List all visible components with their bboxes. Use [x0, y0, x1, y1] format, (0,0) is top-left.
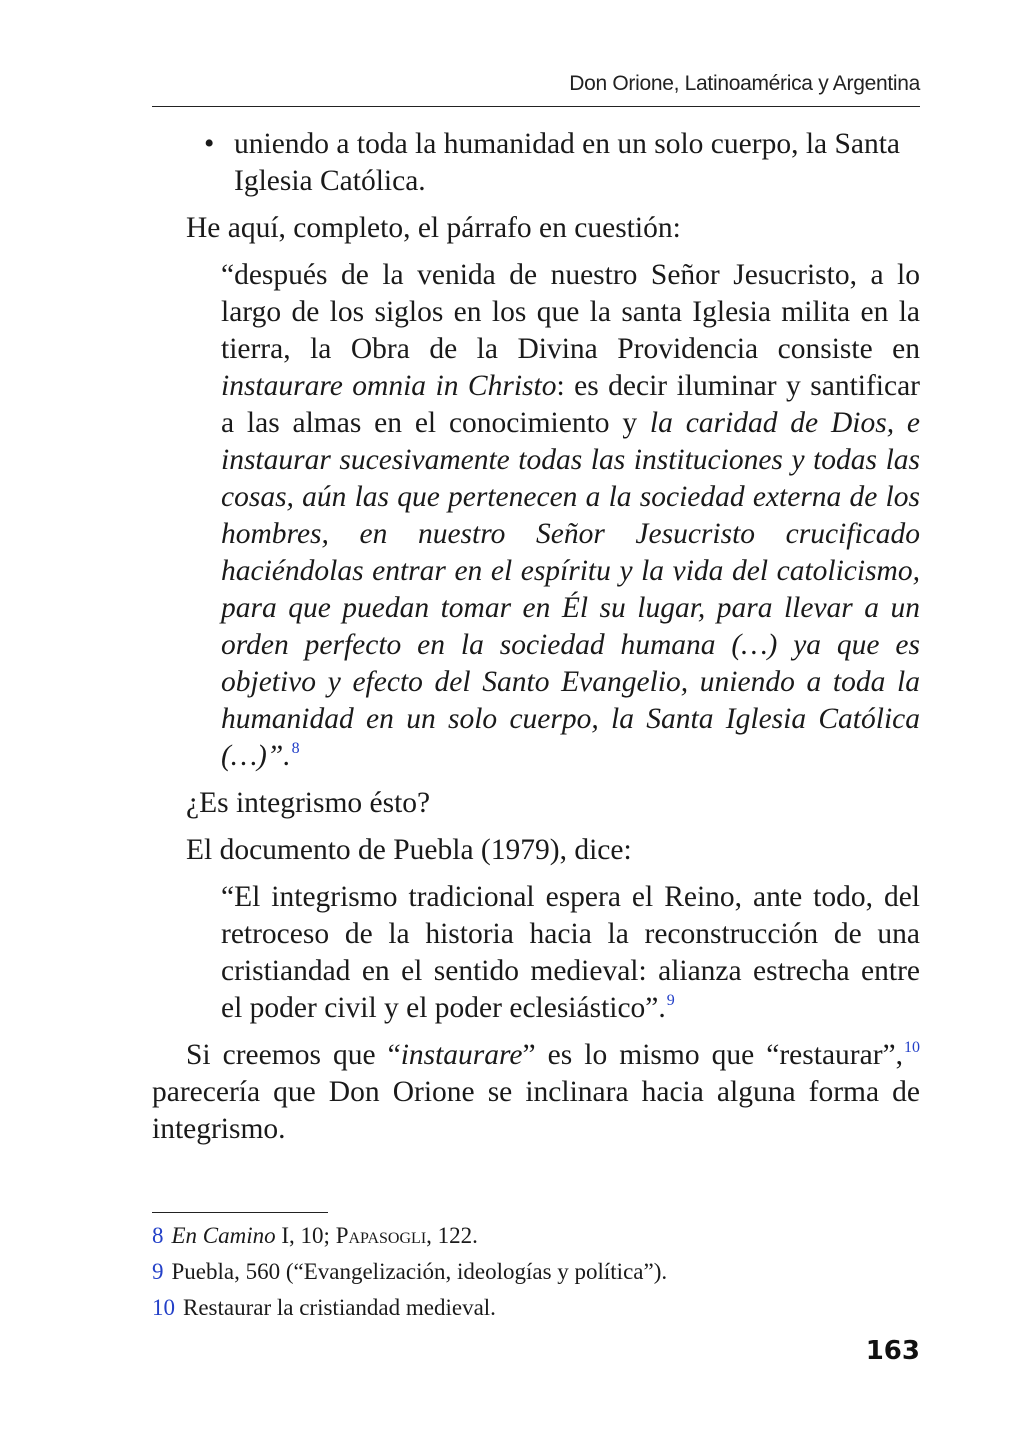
footnote-italic: En Camino	[171, 1223, 276, 1248]
footnote-ref-10[interactable]: 10	[904, 1039, 920, 1056]
footnote-number[interactable]: 8	[152, 1223, 164, 1248]
quote1-part2: : es decir iluminar y santificar a las almas en el conocimiento y	[221, 370, 920, 439]
bullet-icon: •	[204, 128, 215, 160]
page-number: 163	[865, 1336, 920, 1366]
footnote-ref-8[interactable]: 8	[291, 740, 300, 757]
para4-part2: ” es lo mismo que “restaurar”,	[522, 1039, 903, 1071]
footnote-text: I, 10;	[275, 1223, 336, 1248]
main-text	[152, 126, 920, 1148]
footnotes	[152, 1218, 920, 1326]
footnote-rule	[152, 1212, 328, 1213]
quote1-italic1: instaurare omnia in Christo	[221, 370, 557, 402]
paragraph-question: ¿Es integrismo ésto?	[186, 787, 431, 819]
paragraph-puebla: El documento de Puebla (1979), dice:	[186, 834, 632, 866]
block-quote-orione	[221, 257, 920, 775]
running-header: Don Orione, Latinoamérica y Argentina	[569, 72, 920, 95]
quote1-italic2: la caridad de Dios, e instaurar sucesivamente todas las instituciones y todas las cosas, aún las que pertenecen a la sociedad externa de los hombres, en nuestro Señor Jesucristo crucificado haciéndolas entrar en el espíritu y la vida del catolicismo, para que puedan tomar en Él su lugar, para llevar a un orden perfecto en la sociedad humana (…) ya que es objetivo y efecto del Santo Evangelio, uniendo a toda la humanidad en un solo cuerpo, la Santa Iglesia Católica (…)”.	[221, 407, 920, 772]
quote2-text: “El integrismo tradicional espera el Reino, ante todo, del retroceso de la historia hacia la reconstrucción de una cristiandad en el sentido medieval: alianza estrecha entre el poder civil y el poder eclesiástico”.	[221, 881, 920, 1024]
footnote-text: Puebla, 560 (“Evangelización, ideologías y política”).	[171, 1259, 668, 1284]
footnote-number[interactable]: 10	[152, 1295, 175, 1320]
footnote-text: Restaurar la cristiandad medieval.	[183, 1295, 496, 1320]
footnote-author: Papasogli	[335, 1223, 427, 1248]
block-quote-puebla	[221, 879, 920, 1027]
quote1-part1: “después de la venida de nuestro Señor Jesucristo, a lo largo de los siglos en los que la santa Iglesia milita en la tierra, la Obra de la Divina Providencia consiste en	[221, 259, 920, 365]
footnote-9	[152, 1254, 920, 1290]
para4-part1: Si creemos que “	[186, 1039, 401, 1071]
footnote-10	[152, 1290, 920, 1326]
para4-italic: instaurare	[400, 1039, 523, 1071]
footnote-8	[152, 1218, 920, 1254]
header-rule	[152, 106, 920, 107]
para4-part3: parecería que Don Orione se inclinara hacia alguna forma de integrismo.	[152, 1076, 920, 1145]
footnote-tail: , 122.	[426, 1223, 478, 1248]
paragraph-conclusion	[152, 1037, 920, 1148]
bullet-item	[152, 126, 920, 200]
footnote-number[interactable]: 9	[152, 1259, 164, 1284]
bullet-text: uniendo a toda la humanidad en un solo cuerpo, la Santa Iglesia Católica.	[234, 128, 901, 197]
paragraph-intro: He aquí, completo, el párrafo en cuestión:	[186, 212, 681, 244]
footnote-ref-9[interactable]: 9	[666, 992, 675, 1009]
